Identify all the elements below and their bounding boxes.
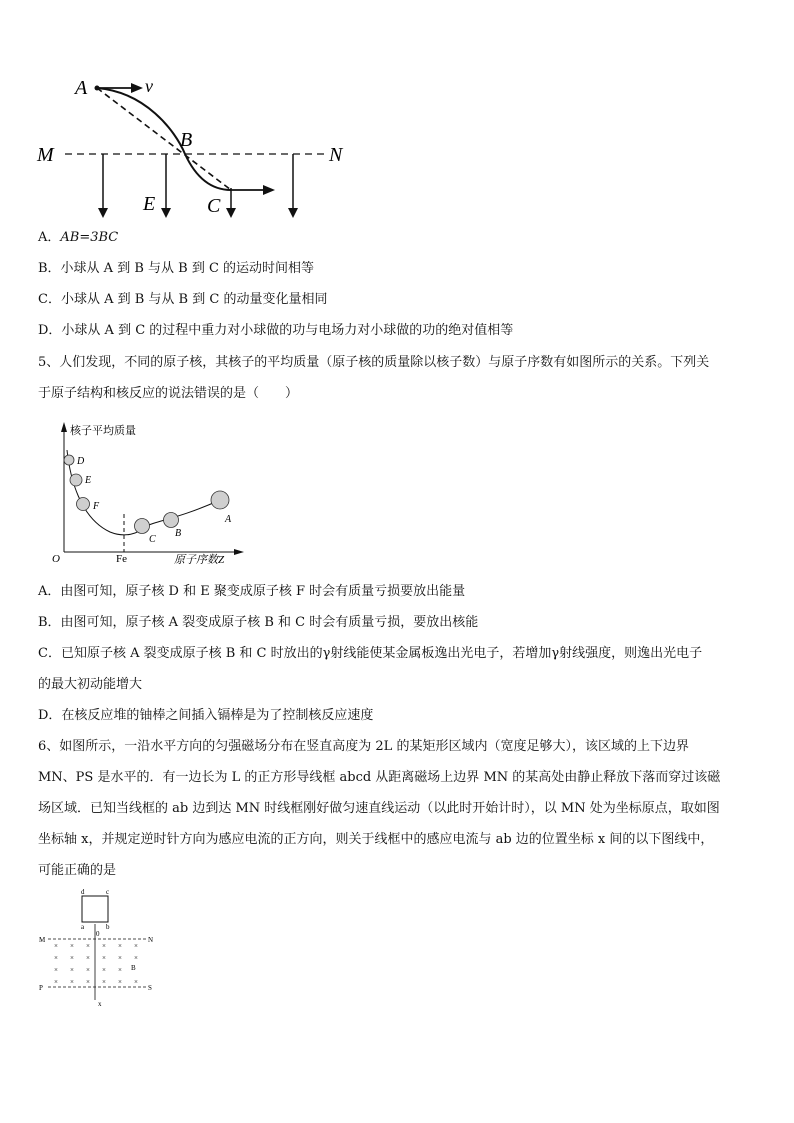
- svg-text:d: d: [81, 888, 85, 896]
- point-d: [64, 455, 74, 465]
- field-arrow: [288, 154, 298, 218]
- svg-text:×: ×: [70, 978, 74, 986]
- field-crosses: [54, 942, 138, 986]
- point-f-label: F: [93, 501, 100, 512]
- svg-text:×: ×: [86, 966, 90, 974]
- field-arrow: [161, 154, 171, 218]
- point-c-label: C: [149, 534, 156, 545]
- origin-label: O: [52, 553, 60, 565]
- field-arrow: [226, 188, 236, 218]
- svg-text:×: ×: [118, 966, 122, 974]
- x-axis-label: x: [98, 1000, 102, 1008]
- svg-text:×: ×: [54, 954, 58, 962]
- label-e: E: [143, 193, 156, 215]
- q4-option-c: C．小球从 A 到 B 与从 B 到 C 的动量变化量相同: [38, 292, 328, 307]
- point-c: [135, 519, 150, 534]
- svg-text:0: 0: [96, 930, 100, 938]
- svg-text:×: ×: [134, 954, 138, 962]
- svg-text:×: ×: [134, 978, 138, 986]
- q6-stem-line3: 场区域．已知当线框的 ab 边到达 MN 时线框刚好做匀速直线运动（以此时开始计时），以 MN 处为坐标原点，取如图: [38, 801, 720, 816]
- svg-text:×: ×: [86, 942, 90, 950]
- x-axis-label: 原子序数Z: [174, 554, 225, 566]
- label-v: v: [145, 76, 153, 96]
- svg-text:c: c: [106, 888, 110, 896]
- svg-text:×: ×: [102, 954, 106, 962]
- q4-option-b: B．小球从 A 到 B 与从 B 到 C 的运动时间相等: [38, 261, 315, 276]
- svg-text:×: ×: [54, 966, 58, 974]
- q6-stem-line4: 坐标轴 x，并规定逆时针方向为感应电流的正方向，则关于线框中的感应电流与 ab 边的位置坐标 x 间的以下图线中，: [38, 832, 714, 847]
- q5-option-d: D．在核反应堆的铀棒之间插入镉棒是为了控制核反应速度: [38, 708, 374, 723]
- label-n: N: [329, 144, 343, 166]
- svg-text:×: ×: [70, 966, 74, 974]
- label-b: B: [180, 129, 193, 151]
- point-a-label: A: [225, 514, 232, 525]
- label-m: M: [39, 936, 46, 944]
- q5-option-c-line1: C．已知原子核 A 裂变成原子核 B 和 C 时放出的γ射线能使某金属板逸出光电子，若增加γ射线强度，则逸出光电子: [38, 646, 703, 661]
- q4-option-a: A．AB=3BC: [38, 230, 119, 245]
- label-a: A: [75, 77, 88, 99]
- svg-text:×: ×: [54, 978, 58, 986]
- label-c: C: [207, 195, 221, 217]
- svg-text:×: ×: [118, 978, 122, 986]
- point-d-label: D: [77, 456, 85, 467]
- label-s: S: [148, 984, 152, 992]
- binding-curve-figure: [50, 418, 250, 566]
- q4-option-d: D．小球从 A 到 C 的过程中重力对小球做的功与电场力对小球做的功的绝对值相等: [38, 323, 514, 338]
- q6-stem-line5: 可能正确的是: [38, 863, 117, 878]
- svg-text:×: ×: [102, 942, 106, 950]
- q6-stem-line1: 6、如图所示，一沿水平方向的匀强磁场分布在竖直高度为 2L 的某矩形区域内（宽度足够大），该区域的上下边界: [38, 739, 689, 754]
- svg-text:×: ×: [70, 942, 74, 950]
- point-b-label: B: [175, 528, 182, 539]
- y-axis-label: 核子平均质量: [70, 425, 136, 437]
- q5-option-c-line2: 的最大初动能增大: [38, 677, 143, 692]
- q5-option-a: A．由图可知，原子核 D 和 E 聚变成原子核 F 时会有质量亏损要放出能量: [38, 584, 466, 599]
- svg-text:×: ×: [54, 942, 58, 950]
- svg-text:×: ×: [118, 942, 122, 950]
- q5-stem-line1: 5、人们发现，不同的原子核，其核子的平均质量（原子核的质量除以核子数）与原子序数有如图所示的关系。下列关: [38, 355, 710, 370]
- svg-text:×: ×: [134, 942, 138, 950]
- svg-text:×: ×: [86, 954, 90, 962]
- point-f: [77, 498, 90, 511]
- q5-stem-line2: 于原子结构和核反应的说法错误的是（ ）: [38, 386, 299, 401]
- svg-text:a: a: [81, 923, 85, 931]
- fe-label: Fe: [116, 553, 127, 565]
- label-p: P: [39, 984, 43, 992]
- point-e-label: E: [85, 475, 92, 486]
- svg-text:×: ×: [118, 954, 122, 962]
- square-loop: [82, 896, 108, 922]
- point-b: [164, 513, 179, 528]
- svg-text:×: ×: [86, 978, 90, 986]
- chord-dashed: [97, 88, 231, 190]
- q4-option-a-text: AB=3BC: [60, 230, 119, 245]
- magnetic-field-figure: [36, 884, 166, 1010]
- svg-text:×: ×: [102, 966, 106, 974]
- point-e: [70, 474, 82, 486]
- trajectory-figure: [35, 70, 355, 225]
- svg-text:×: ×: [102, 978, 106, 986]
- svg-text:b: b: [106, 923, 110, 931]
- field-arrow: [98, 154, 108, 218]
- q6-stem-line2: MN、PS 是水平的．有一边长为 L 的正方形导线框 abcd 从距离磁场上边界 MN 的某高处由静止释放下落而穿过该磁: [38, 770, 721, 785]
- svg-text:×: ×: [70, 954, 74, 962]
- field-label: B: [131, 964, 136, 972]
- point-a: [211, 491, 229, 509]
- label-n: N: [148, 936, 154, 944]
- label-m: M: [37, 144, 54, 166]
- q5-option-b: B．由图可知，原子核 A 裂变成原子核 B 和 C 时会有质量亏损，要放出核能: [38, 615, 479, 630]
